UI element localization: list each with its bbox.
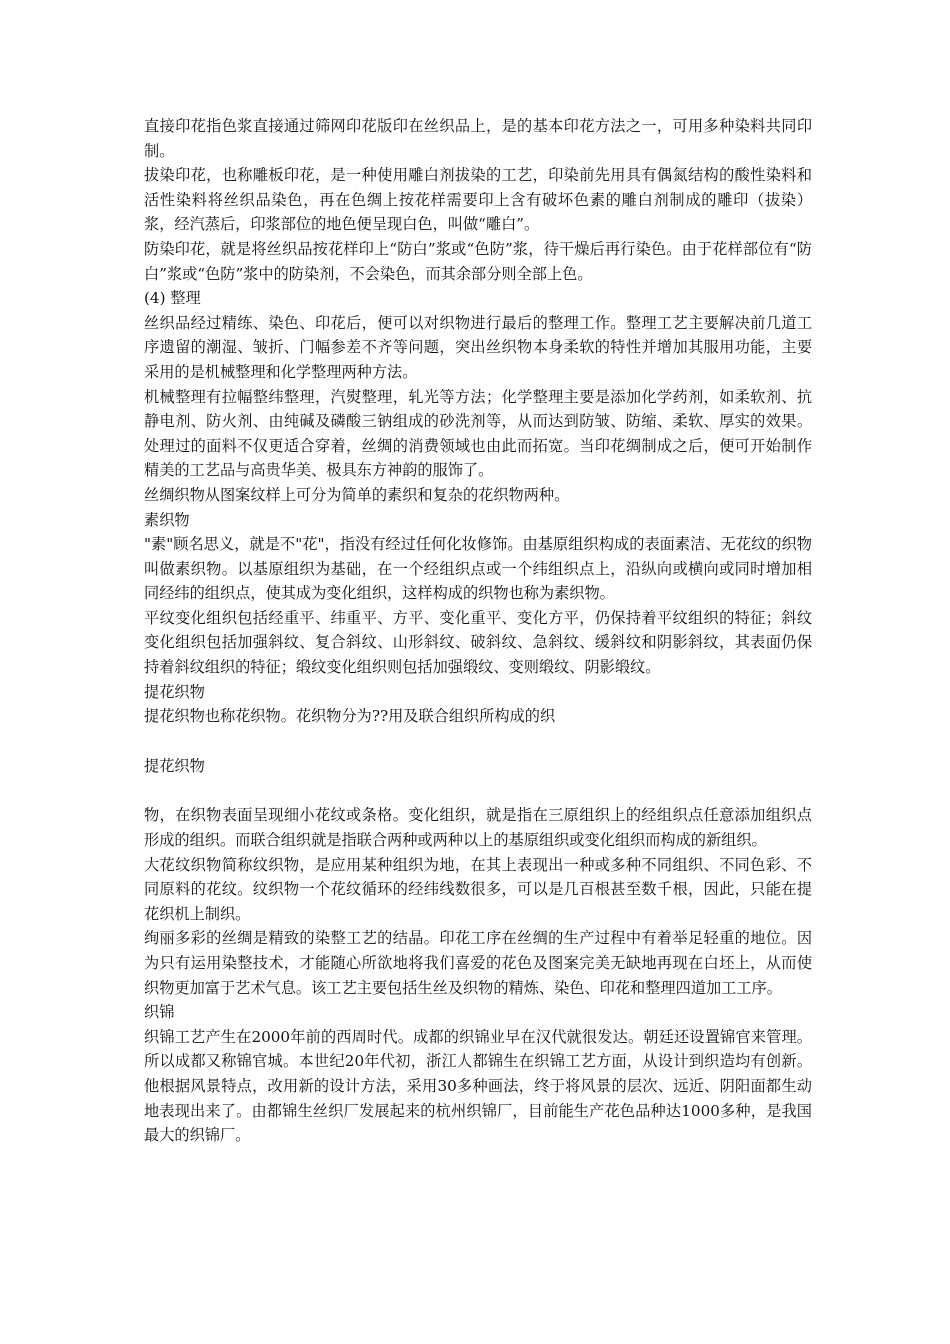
paragraph-large-pattern-fabric: 大花纹织物简称纹织物，是应用某种组织为地，在其上表现出一种或多种不同组织、不同色彩、不同原料的花纹。纹织物一个花纹循环的经纬线数很多，可以是几百根甚至数千根，因此，只能在提花织机上制织。 [144, 855, 812, 923]
section-heading-plain-fabric: 素织物 [144, 510, 190, 529]
paragraph-discharge-printing: 拔染印花，也称雕板印花，是一种使用雕白剂拔染的工艺，印染前先用具有偶氮结构的酸性染料和活性染料将丝织品染色，再在色绸上按花样需要印上含有破坏色素的雕白剂制成的雕印（拔染）浆，经汽蒸后，印浆部位的地色便呈现白色，叫做“雕白”。 [144, 166, 812, 234]
paragraph-resist-printing: 防染印花，就是将丝织品按花样印上“防白”浆或“色防”浆，待干燥后再行染色。由于花样部位有“防白”浆或“色防”浆中的防染剂，不会染色，而其余部分则全部上色。 [144, 239, 812, 283]
document-body [144, 114, 812, 1148]
paragraph-finishing-intro: 丝织品经过精练、染色、印花后，便可以对织物进行最后的整理工作。整理工艺主要解决前几道工序遗留的潮湿、皱折、门幅参差不齐等问题，突出丝织物本身柔软的特性并增加其服用功能，主要采用的是机械整理和化学整理两种方法。 [144, 313, 812, 381]
paragraph-direct-printing: 直接印花指色浆直接通过筛网印花版印在丝织品上，是的基本印花方法之一，可用多种染料共同印制。 [144, 117, 812, 160]
section-heading-jacquard-fabric-repeat: 提花织物 [144, 756, 205, 775]
paragraph-dyeing-finishing: 绚丽多彩的丝绸是精致的染整工艺的结晶。印花工序在丝绸的生产过程中有着举足轻重的地位。因为只有运用染整技术，才能随心所欲地将我们喜爱的花色及图案完美无缺地再现在白坯上，从而使织物更加富于艺术气息。该工艺主要包括生丝及织物的精炼、染色、印花和整理四道加工工序。 [144, 929, 812, 997]
paragraph-jacquard-intro: 提花织物也称花织物。花织物分为??用及联合组织所构成的织 [144, 707, 556, 726]
paragraph-plain-fabric-definition: "素"顾名思义，就是不"花"，指没有经过任何化妆修饰。由基原组织构成的表面素洁、无花纹的织物叫做素织物。以基原组织为基础，在一个经组织点或一个纬组织点上，沿纵向或横向或同时增加相同经纬的组织点，使其成为变化组织，这样构成的织物也称为素织物。 [144, 535, 812, 603]
paragraph-jacquard-continued: 物，在织物表面呈现细小花纹或条格。变化组织，就是指在三原组织上的经组织点任意添加组织点形成的组织。而联合组织就是指联合两种或两种以上的基原组织或变化组织而构成的新组织。 [144, 806, 812, 850]
paragraph-mechanical-chemical-finishing: 机械整理有拉幅整纬整理，汽熨整理，轧光等方法；化学整理主要是添加化学药剂，如柔软剂、抗静电剂、防火剂、由纯碱及磷酸三钠组成的砂洗剂等，从而达到防皱、防缩、柔软、厚实的效果。处理过的面料不仅更适合穿着，丝绸的消费领域也由此而拓宽。当印花绸制成之后，便可开始制作精美的工艺品与高贵华美、极具东方神韵的服饰了。 [144, 387, 812, 480]
section-heading-finishing: (4) 整理 [144, 289, 201, 308]
paragraph-brocade-history: 织锦工艺产生在2000年前的西周时代。成都的织锦业早在汉代就很发达。朝廷还设置锦官来管理。所以成都又称锦官城。本世纪20年代初，浙江人都锦生在织锦工艺方面，从设计到织造均有创新。他根据风景特点，改用新的设计方法，采用30多种画法，终于将风景的层次、远近、阴阳面都生动地表现出来了。由都锦生丝织厂发展起来的杭州织锦厂，目前能生产花色品种达1000多种，是我国最大的织锦厂。 [144, 1027, 812, 1145]
paragraph-weave-variations: 平纹变化组织包括经重平、纬重平、方平、变化重平、变化方平，仍保持着平纹组织的特征；斜纹变化组织包括加强斜纹、复合斜纹、山形斜纹、破斜纹、急斜纹、缓斜纹和阴影斜纹，其表面仍保持着斜纹组织的特征；缎纹变化组织则包括加强缎纹、变则缎纹、阴影缎纹。 [144, 608, 812, 677]
paragraph-fabric-types: 丝绸织物从图案纹样上可分为简单的素织和复杂的花织物两种。 [144, 485, 570, 504]
section-heading-brocade: 织锦 [144, 1003, 175, 1022]
section-heading-jacquard-fabric: 提花织物 [144, 682, 205, 701]
